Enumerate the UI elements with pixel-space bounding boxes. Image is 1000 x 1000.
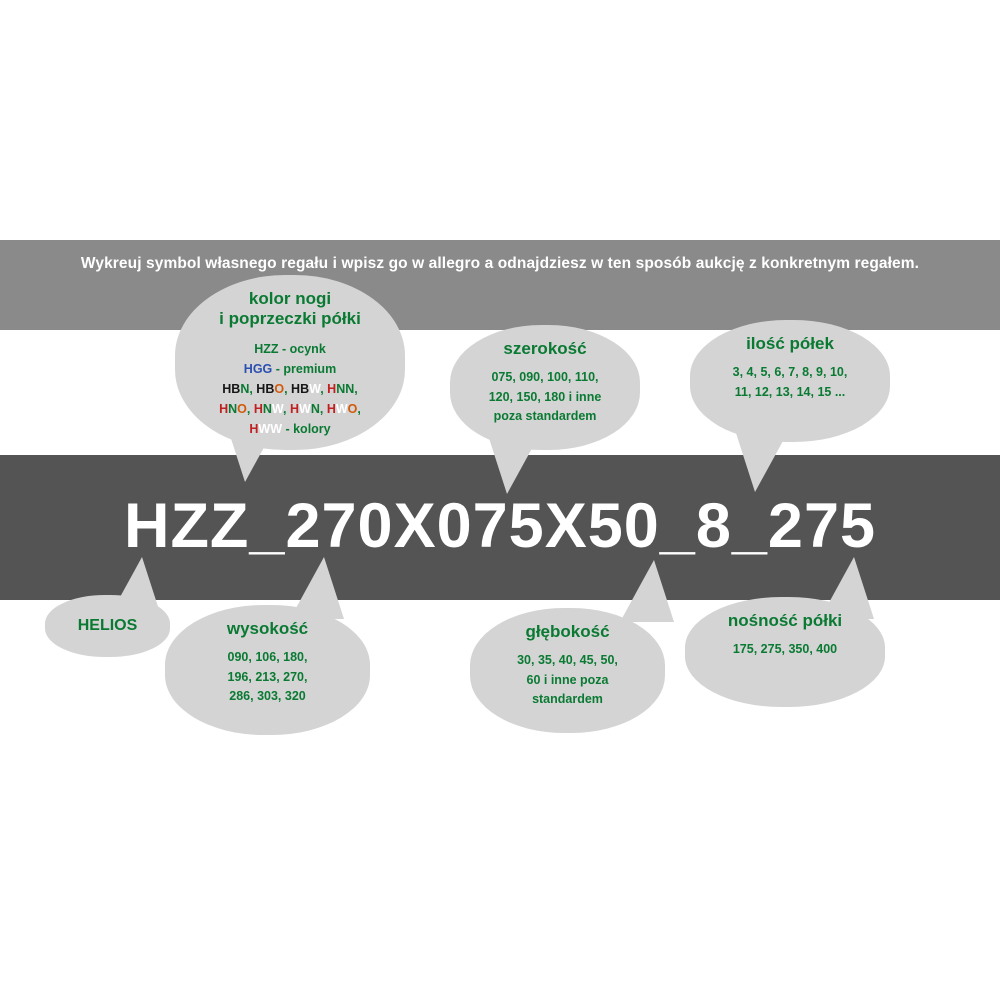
glebokosc-line-3: standardem	[532, 692, 603, 707]
nosnosc-bubble	[685, 597, 885, 707]
glebokosc-line-2: 60 i inne poza	[526, 672, 609, 687]
ilosc-polek-line-1: 3, 4, 5, 6, 7, 8, 9, 10,	[732, 365, 848, 380]
kolor-line-codes-2: HNO, HNW, HWN, HWO,	[219, 401, 361, 416]
nosnosc-body	[701, 640, 869, 659]
nosnosc-title: nośność półki	[727, 611, 843, 630]
ilosc-polek-line-2: 11, 12, 13, 14, 15 ...	[734, 384, 846, 399]
ilosc-polek-bubble	[690, 320, 890, 442]
ilosc-polek-body	[706, 363, 874, 402]
kolor-line-premium: HGG - premium	[243, 361, 337, 376]
wysokosc-line-3: 286, 303, 320	[229, 689, 306, 704]
glebokosc-bubble-tail	[620, 560, 674, 622]
kolor-nogi-bubble	[175, 275, 405, 450]
wysokosc-bubble	[165, 605, 370, 735]
szerokosc-line-3: poza standardem	[493, 409, 597, 424]
kolor-line-ocynk: HZZ - ocynk	[254, 341, 326, 356]
wysokosc-body	[181, 648, 354, 706]
helios-bubble	[45, 595, 170, 657]
nosnosc-line-1: 175, 275, 350, 400	[732, 642, 838, 657]
szerokosc-line-2: 120, 150, 180 i inne	[488, 389, 602, 404]
kolor-nogi-title-line1: kolor nogi	[248, 289, 332, 308]
szerokosc-body	[466, 368, 624, 426]
kolor-line-codes-1: HBN, HBO, HBW, HNN,	[222, 381, 358, 396]
glebokosc-bubble	[470, 608, 665, 733]
szerokosc-line-1: 075, 090, 100, 110,	[491, 370, 599, 385]
instruction-text: Wykreuj symbol własnego regału i wpisz go w allegro a odnajdziesz w ten sposób aukcję z konkretnym regałem.	[80, 255, 920, 272]
glebokosc-body	[486, 651, 649, 709]
wysokosc-line-1: 090, 106, 180,	[227, 650, 308, 665]
szerokosc-title: szerokość	[503, 339, 587, 358]
product-symbol-code: HZZ_270X075X50_8_275	[123, 491, 877, 561]
kolor-nogi-body	[191, 339, 389, 439]
glebokosc-line-1: 30, 35, 40, 45, 50,	[517, 653, 618, 668]
kolor-nogi-title-line2: i poprzeczki półki	[219, 309, 361, 329]
wysokosc-title: wysokość	[226, 619, 309, 638]
szerokosc-bubble	[450, 325, 640, 450]
glebokosc-title: głębokość	[525, 622, 610, 641]
helios-label: HELIOS	[77, 617, 138, 635]
wysokosc-line-2: 196, 213, 270,	[227, 669, 308, 684]
kolor-line-kolory: HWW - kolory	[249, 421, 331, 436]
ilosc-polek-title: ilość półek	[746, 334, 834, 353]
